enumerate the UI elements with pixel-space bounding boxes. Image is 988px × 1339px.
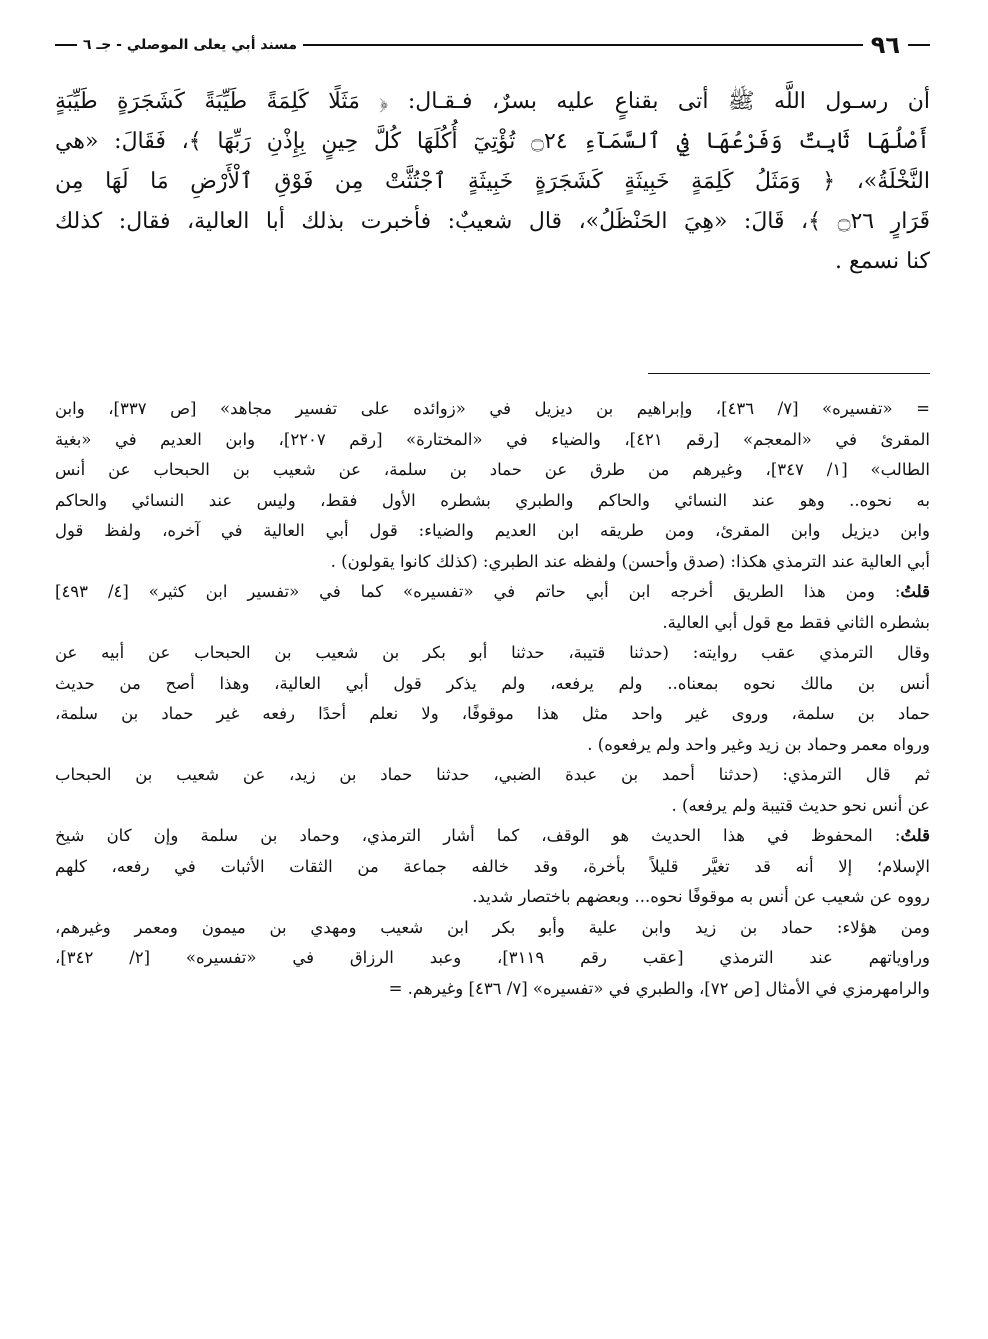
- footnote-line: [55, 425, 930, 456]
- running-title: مسند أبي يعلى الموصلي - جـ ٦: [83, 37, 298, 53]
- footnote-text: أنس بن مالك نحوه بمعناه.. ولم يرفعه، ولم يذكر قول أبي العالية، وهذا أصح من حديث: [55, 673, 930, 693]
- footnote-line: [55, 669, 930, 700]
- footnote-text: : ومن هذا الطريق أخرجه ابن أبي حاتم في «تفسيره» كما في «تفسير ابن كثير» [٤/ ٤٩٣]: [55, 582, 901, 601]
- footnote-line: [55, 699, 930, 730]
- footnotes: [55, 394, 930, 1004]
- footnote-text: ثم قال الترمذي: (حدثنا أحمد بن عبدة الضبي، حدثنا حماد بن زيد، عن شعيب بن الحبحاب: [55, 765, 930, 784]
- main-text: [55, 82, 930, 282]
- footnote-line: [55, 913, 930, 944]
- footnote-text: رووه عن شعيب عن أنس به موقوفًا نحوه... وبعضهم باختصار شديد.: [472, 887, 930, 906]
- header-rule: [303, 44, 863, 46]
- footnote-line: [55, 760, 930, 791]
- footnote-line: [55, 608, 930, 639]
- header-rule: [908, 44, 930, 46]
- footnote-text: والرامهرمزي في الأمثال [ص ٧٢]، والطبري في «تفسيره» [٧/ ٤٣٦] وغيرهم. =: [388, 978, 930, 998]
- main-text-line: النَّخْلَةُ»، ﴿ وَمَثَلُ كَلِمَةٍ خَبِيثَةٍ كَشَجَرَةٍ خَبِيثَةٍ ٱجْتُثَّتْ مِن فَوْقِ ٱلْأَرْضِ مَا لَهَا مِن: [55, 169, 930, 194]
- page-number: ٩٦: [870, 31, 900, 59]
- footnote-text: حماد بن سلمة، وروى غير واحد مثل هذا موقوفًا، ولا نعلم أحدًا رفعه غير حماد بن سلمة،: [55, 704, 930, 723]
- main-text-line: قَرَارٍ ۝٢٦ ﴾، قَالَ: «هِيَ الحَنْظَلُ»، قال شعيبٌ: فأخبرت بذلك أبا العالية، فقال: كذلك: [55, 209, 931, 234]
- footnote-line: [55, 974, 930, 1005]
- footnote-line: [55, 821, 930, 852]
- footnote-line: [55, 577, 930, 608]
- footnote-text: عن أنس نحو حديث قتيبة ولم يرفعه) .: [671, 795, 930, 815]
- footnote-text: بشطره الثاني فقط مع قول أبي العالية.: [662, 612, 930, 632]
- header-rule: [55, 44, 77, 46]
- footnote-text: وابن ديزيل وابن المقرئ، ومن طريقه ابن العديم والضياء: قول أبي العالية في آخره، ولفظ قول: [55, 521, 930, 540]
- footnote-line: [55, 852, 930, 883]
- footnote-text: الطالب» [١/ ٣٤٧]، وغيرهم من طرق عن حماد بن سلمة، عن شعيب بن الحبحاب عن أنس: [55, 460, 931, 479]
- main-text-line: كنا نسمع .: [835, 249, 930, 274]
- footnote-line: [55, 516, 930, 547]
- footnote-text: = «تفسيره» [٧/ ٤٣٦]، وإبراهيم بن ديزيل في «زوائده على تفسير مجاهد» [ص ٣٣٧]، وابن: [55, 399, 930, 418]
- footnote-line: [55, 486, 930, 517]
- footnote-text: وقال الترمذي عقب روايته: (حدثنا قتيبة، حدثنا أبو بكر بن شعيب بن الحبحاب عن أبيه عن: [55, 643, 930, 662]
- footnote-text: به نحوه.. وهو عند النسائي والحاكم والطبري بشطره الأول فقط، وليس عند النسائي والحاكم: [55, 490, 930, 510]
- footnote-text: أبي العالية عند الترمذي هكذا: (صدق وأحسن) ولفظه عند الطبري: (كذلك كانوا يقولون) .: [330, 551, 930, 571]
- main-text-line: أن رسـول اللَّه ﷺ أتى بقناعٍ عليه بسرٌ، فـقـال: ﴿ مَثَلًا كَلِمَةً طَيِّبَةً كَشَجَرَةٍ طَيِّبَةٍ: [55, 89, 930, 114]
- footnote-line: [55, 547, 930, 578]
- footnote-line: [55, 638, 930, 669]
- footnote-text: المقرئ في «المعجم» [رقم ٤٢١]، والضياء في «المختارة» [رقم ٢٢٠٧]، وابن العديم في «بغية: [55, 429, 930, 449]
- footnote-lead: قلتُ: [900, 826, 930, 845]
- footnote-text: ومن هؤلاء: حماد بن زيد وابن علية وأبو بكر ابن شعيب ومهدي بن ميمون ومعمر وغيرهم،: [55, 917, 930, 937]
- footnote-line: [55, 882, 930, 913]
- footnote-line: [55, 455, 930, 486]
- footnote-line: [55, 394, 930, 425]
- footnote-line: [55, 943, 930, 974]
- footnote-line: [55, 791, 930, 822]
- footnote-lead: قلتُ: [900, 582, 930, 601]
- footnote-text: الإسلام؛ إلا أنه قد تغيَّر قليلاً بأخرة، وقد خالفه جماعة من الثقات الأثبات في رفعه، كلهم: [55, 856, 930, 876]
- footnote-text: : المحفوظ في هذا الحديث هو الوقف، كما أشار الترمذي، وحماد بن سلمة وإن كان شيخ: [55, 826, 901, 845]
- footnote-text: ورواه معمر وحماد بن زيد وغير واحد ولم يرفعوه) .: [587, 734, 930, 754]
- footnote-text: وراوياتهم عند الترمذي [عقب رقم ٣١١٩]، وعبد الرزاق في «تفسيره» [٢/ ٣٤٢]،: [55, 948, 930, 967]
- main-text-line: أَصْلُهَا ثَابِتٌ وَفَرْعُهَا فِي ٱلسَّمَآءِ ۝٢٤ تُؤْتِيٓ أُكُلَهَا كُلَّ حِينٍ بِإِذْنِ رَبِّهَا ﴾، فَقَالَ: «هي: [55, 129, 930, 154]
- footnote-line: [55, 730, 930, 761]
- running-header: [55, 28, 930, 62]
- footnote-separator: [648, 373, 930, 374]
